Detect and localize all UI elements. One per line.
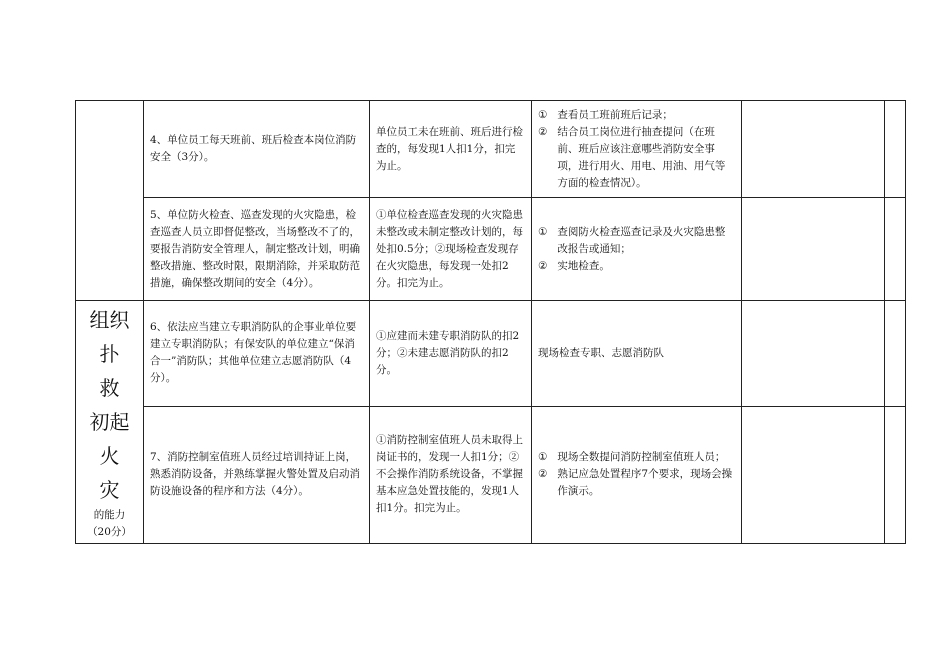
category-title-line: 初起火	[89, 410, 130, 468]
score-cell	[742, 198, 885, 301]
item-text: 现场全数提问消防控制室值班人员；	[557, 451, 726, 464]
item-text: 查看员工班前班后记录；	[557, 108, 673, 121]
method-item	[538, 224, 735, 258]
category-cell-top	[76, 101, 144, 301]
remark-cell	[885, 198, 906, 301]
item-text: 结合员工岗位进行抽查提问（在班前、班后应该注意哪些消防安全事项，进行用火、用电、用油、用气等方面的检查情况）。	[557, 125, 726, 189]
deduction-cell: ①消防控制室值班人员未取得上岗证书的，发现一人扣1分；②不会操作消防系统设备，不掌握基本应急处置技能的，发现1人扣1分。扣完为止。	[370, 406, 532, 543]
method-item	[538, 258, 735, 275]
item-number: ②	[538, 259, 548, 272]
item-number: ②	[538, 468, 548, 481]
item-number: ①	[538, 108, 548, 121]
requirement-cell: 4、单位员工每天班前、班后检查本岗位消防安全（3分）。	[144, 101, 370, 198]
method-cell: 现场检查专职、志愿消防队	[532, 301, 742, 407]
item-text: 熟记应急处置程序7个要求，现场会操作演示。	[557, 468, 733, 498]
remark-cell	[885, 101, 906, 198]
category-cell	[76, 301, 144, 544]
requirement-cell: 5、单位防火检查、巡查发现的火灾隐患，检查巡查人员立即督促整改，当场整改不了的，要报告消防安全管理人，制定整改计划，明确整改措施、整改时限，限期消除，并采取防范措施，确保整改期间的安全（4分）。	[144, 198, 370, 301]
category-points: （20分）	[87, 526, 132, 538]
item-number: ②	[538, 125, 548, 138]
table-row	[76, 301, 906, 407]
category-title-line: 救	[99, 376, 120, 400]
requirement-cell: 6、依法应当建立专职消防队的企事业单位要建立专职消防队；有保安队的单位建立“保消合一”消防队；其他单位建立志愿消防队（4分）。	[144, 301, 370, 407]
score-cell	[742, 301, 885, 407]
category-subtitle: 的能力	[93, 509, 126, 521]
remark-cell	[885, 301, 906, 407]
category-title-line: 组织扑	[89, 308, 130, 366]
method-item	[538, 449, 735, 466]
item-number: ①	[538, 451, 548, 464]
requirement-cell: 7、消防控制室值班人员经过培训持证上岗，熟悉消防设备，并熟练掌握火警处置及启动消防设施设备的程序和方法（4分）。	[144, 406, 370, 543]
method-cell	[532, 198, 742, 301]
method-cell	[532, 406, 742, 543]
score-cell	[742, 406, 885, 543]
category-title-line: 灾	[99, 478, 120, 502]
item-number: ①	[538, 225, 548, 238]
method-item	[538, 466, 735, 500]
method-item	[538, 107, 735, 124]
item-text: 查阅防火检查巡查记录及火灾隐患整改报告或通知；	[557, 225, 726, 255]
method-cell	[532, 101, 742, 198]
table-row	[76, 198, 906, 301]
table-row	[76, 101, 906, 198]
assessment-table	[75, 100, 906, 544]
score-cell	[742, 101, 885, 198]
remark-cell	[885, 406, 906, 543]
item-text: 实地检查。	[557, 259, 610, 272]
table-row	[76, 406, 906, 543]
deduction-cell: ①单位检查巡查发现的火灾隐患未整改或未制定整改计划的，每处扣0.5分；②现场检查发现存在火灾隐患，每发现一处扣2分。扣完为止。	[370, 198, 532, 301]
deduction-cell: ①应建而未建专职消防队的扣2分；②未建志愿消防队的扣2分。	[370, 301, 532, 407]
method-item	[538, 124, 735, 192]
deduction-cell: 单位员工未在班前、班后进行检查的，每发现1人扣1分，扣完为止。	[370, 101, 532, 198]
